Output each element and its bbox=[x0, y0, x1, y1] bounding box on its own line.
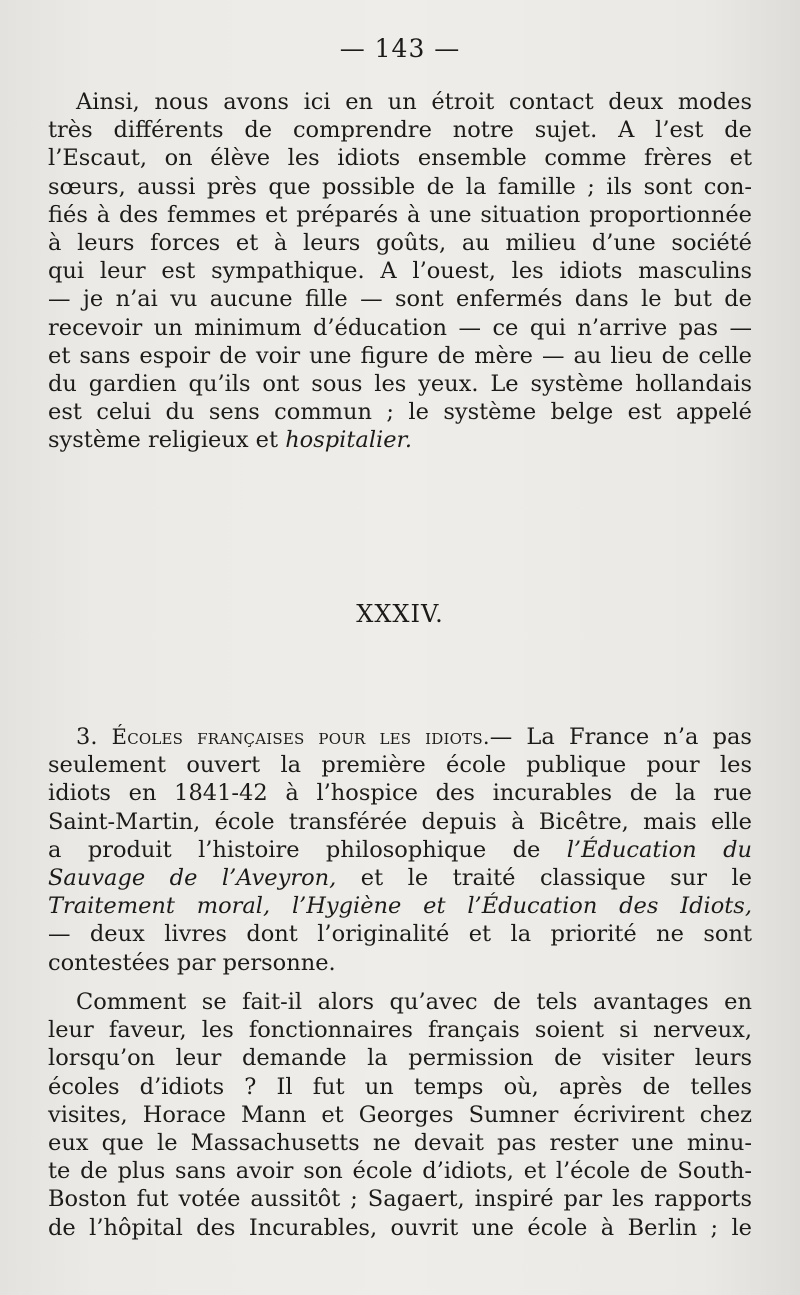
text-line: qui leur est sympathique. A l’ouest, les idiots masculins bbox=[48, 258, 752, 285]
text-line bbox=[48, 892, 752, 920]
paragraph-french-schools bbox=[48, 723, 752, 977]
text-line: lorsqu’on leur demande la permission de visiter leurs bbox=[48, 1045, 752, 1072]
text-line: Comment se fait-il alors qu’avec de tels avantages en bbox=[76, 989, 752, 1015]
text-line: recevoir un minimum d’éducation — ce qui n’arrive pas — bbox=[48, 314, 752, 341]
text-line: très différents de comprendre notre sujet. A l’est de bbox=[48, 117, 752, 144]
text-line: sœurs, aussi près que possible de la famille ; ils sont con- bbox=[48, 173, 752, 200]
text-line: du gardien qu’ils ont sous les yeux. Le système hollandais bbox=[48, 371, 752, 398]
text-line: te de plus sans avoir son école d’idiots, et l’école de South- bbox=[48, 1158, 752, 1185]
paragraph-question bbox=[48, 988, 752, 1242]
text-line: est celui du sens commun ; le système belge est appelé bbox=[48, 399, 752, 426]
text-line: Boston fut votée aussitôt ; Sagaert, inspiré par les rapports bbox=[48, 1186, 752, 1213]
section-number: XXXIV. bbox=[356, 600, 444, 628]
italic-title: Traitement moral, l’Hygiène et l’Éducation des Idiots, bbox=[48, 893, 752, 920]
text-line: idiots en 1841-42 à l’hospice des incurables de la rue bbox=[48, 780, 752, 807]
text-line: Ainsi, nous avons ici en un étroit contact deux modes bbox=[76, 89, 752, 115]
text-run: et le traité classique sur le bbox=[336, 865, 752, 892]
text-run: — La France n’a pas bbox=[489, 724, 752, 750]
text-line: fiés à des femmes et préparés à une situation proportionnée bbox=[48, 201, 752, 228]
paragraph-comparison bbox=[48, 88, 752, 455]
subsection-heading: Écoles françaises pour les idiots. bbox=[111, 725, 490, 749]
text-run: système religieux et bbox=[48, 427, 286, 454]
italic-term: hospitalier. bbox=[285, 427, 412, 454]
text-line: — deux livres dont l’originalité et la priorité ne sont bbox=[48, 921, 752, 948]
text-line: visites, Horace Mann et Georges Sumner écrivirent chez bbox=[48, 1101, 752, 1128]
italic-title: Sauvage de l’Aveyron, bbox=[48, 865, 337, 892]
item-number: 3. bbox=[76, 724, 112, 750]
text-line: écoles d’idiots ? Il fut un temps où, après de telles bbox=[48, 1073, 752, 1100]
text-line bbox=[48, 836, 752, 864]
text-line bbox=[48, 864, 752, 892]
text-line: — je n’ai vu aucune fille — sont enfermés dans le but de bbox=[48, 286, 752, 313]
page-number: — 143 — bbox=[339, 34, 461, 63]
text-line: à leurs forces et à leurs goûts, au milieu d’une société bbox=[48, 230, 752, 257]
text-line: leur faveur, les fonctionnaires français soient si nerveux, bbox=[48, 1017, 752, 1044]
text-line: et sans espoir de voir une figure de mère — au lieu de celle bbox=[48, 342, 752, 369]
text-line: contestées par personne. bbox=[48, 949, 336, 976]
text-line bbox=[48, 723, 752, 751]
text-line: eux que le Massachusetts ne devait pas rester une minu- bbox=[48, 1130, 752, 1157]
text-line: seulement ouvert la première école publique pour les bbox=[48, 752, 752, 779]
text-line: de l’hôpital des Incurables, ouvrit une école à Berlin ; le bbox=[48, 1214, 752, 1241]
text-line: l’Escaut, on élève les idiots ensemble comme frères et bbox=[48, 145, 752, 172]
text-line bbox=[48, 426, 752, 454]
text-run: a produit l’histoire philosophique de bbox=[48, 836, 567, 863]
italic-title: l’Éducation du bbox=[566, 836, 752, 863]
text-line: Saint-Martin, école transférée depuis à Bicêtre, mais elle bbox=[48, 808, 752, 835]
